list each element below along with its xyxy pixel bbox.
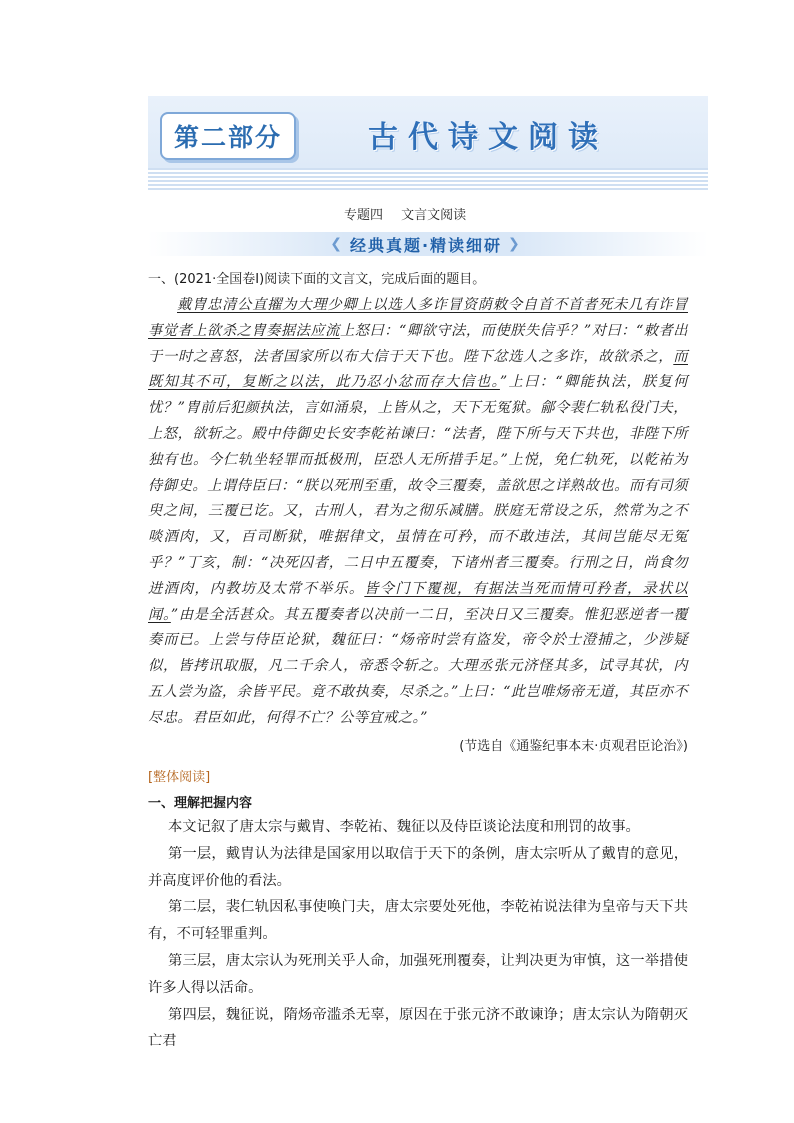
analysis-layer-3: 第三层，唐太宗认为死刑关乎人命，加强死刑覆奏，让判决更为审慎，这一举措使许多人得以活命。	[148, 952, 688, 996]
sub-banner-title	[318, 232, 534, 256]
part-title: 古代诗文阅读	[368, 120, 608, 155]
analysis-layer-2: 第二层，裴仁轨因私事使唤门夫，唐太宗要处死他，李乾祐说法律为皇帝与天下共有，不可轻罪重判。	[148, 899, 688, 943]
passage-segment-6: ”由是全活甚众。其五覆奏者以决前一二日，至决日又三覆奏。惟犯恶逆者一覆奏而已。上尝与侍臣论狱，魏征曰：“炀帝时尝有盗发，帝令於士澄捕之，少涉疑似，皆拷讯取服，凡二千余人，帝悉令斩之。大理丞张元济怪其多，试寻其状，内五人尝为盗，余皆平民。竟不敢执奏，尽杀之。”上曰：“此岂唯炀帝无道，其臣亦不尽忠。君臣如此，何得不亡？公等宜戒之。”	[148, 606, 688, 726]
section-topic: 专题四	[344, 208, 384, 223]
part-label: 第二部分	[160, 112, 296, 160]
passage-segment-4: ”上曰：“卿能执法，朕复何忧？”胄前后犯颜执法，言如涌泉，上皆从之，天下无冤狱。鄃令裴仁轨私役门夫，上怒，欲斩之。殿中侍御史长安李乾祐谏曰：“法者，陛下所与天下共也，非陛下所独有也。今仁轨坐轻罪而抵极刑，臣恐人无所措手足。”上悦，免仁轨死，以乾祐为侍御史。上谓侍臣曰：“朕以死刑至重，故令三覆奏，盖欲思之详熟故也。而有司须臾之间，三覆已讫。又，古刑人，君为之彻乐减膳。朕庭无常设之乐，然常为之不啖酒肉，又，百司断狱，唯据律文，虽情在可矜，而不敢违法，其间岂能尽无冤乎？”丁亥，制：“决死囚者，二日中五覆奏，下诸州者三覆奏。行刑之日，尚食勿进酒肉，内教坊及太常不举乐。	[148, 374, 688, 597]
section-heading	[344, 204, 466, 223]
chevron-left-icon: ❮	[330, 236, 344, 252]
banner-stripes	[148, 168, 708, 190]
analysis-layer-1: 第一层，戴胄认为法律是国家用以取信于天下的条例，唐太宗听从了戴胄的意见，并高度评价他的看法。	[148, 845, 688, 889]
classical-passage	[148, 293, 688, 732]
analysis-summary: 本文记叙了唐太宗与戴胄、李乾祐、魏征以及侍臣谈论法度和刑罚的故事。	[168, 819, 640, 835]
passage-segment-2: 上怒曰：“卿欲守法，而使朕失信乎？”对曰：“敕者出于一时之喜怒，法者国家所以布大信于天下也。陛下忿选人之多诈，故欲杀之，	[148, 322, 688, 365]
underlined-sentence-3: 皆令门下覆视，有据法当死而情可矜者，录状以闻。	[148, 580, 688, 623]
question-intro: 一、(2021·全国卷Ⅰ)阅读下面的文言文，完成后面的题目。	[148, 272, 486, 287]
overall-reading-tag: [整体阅读]	[148, 770, 211, 785]
sub-banner-label: 经典真题·精读细研	[349, 235, 503, 255]
analysis-layer-4: 第四层，魏征说，隋炀帝滥杀无辜，原因在于张元济不敢谏诤；唐太宗认为隋朝灭亡君	[148, 1006, 688, 1050]
chevron-right-icon: ❯	[508, 236, 522, 252]
analysis-body	[148, 814, 688, 1055]
analysis-heading: 一、理解把握内容	[148, 796, 253, 811]
section-name: 文言文阅读	[401, 208, 467, 223]
passage-source: (节选自《通鉴纪事本末·贞观君臣论治》)	[459, 739, 688, 754]
underlined-sentence-1: 戴胄忠清公直擢为大理少卿上以选人多诈冒资荫敕令自首不首者死未几有诈冒事觉者上欲杀之胄奏据法应流	[148, 297, 688, 339]
underlined-sentence-2: 而既知其不可，复断之以法，此乃忍小忿而存大信也。	[148, 348, 688, 391]
